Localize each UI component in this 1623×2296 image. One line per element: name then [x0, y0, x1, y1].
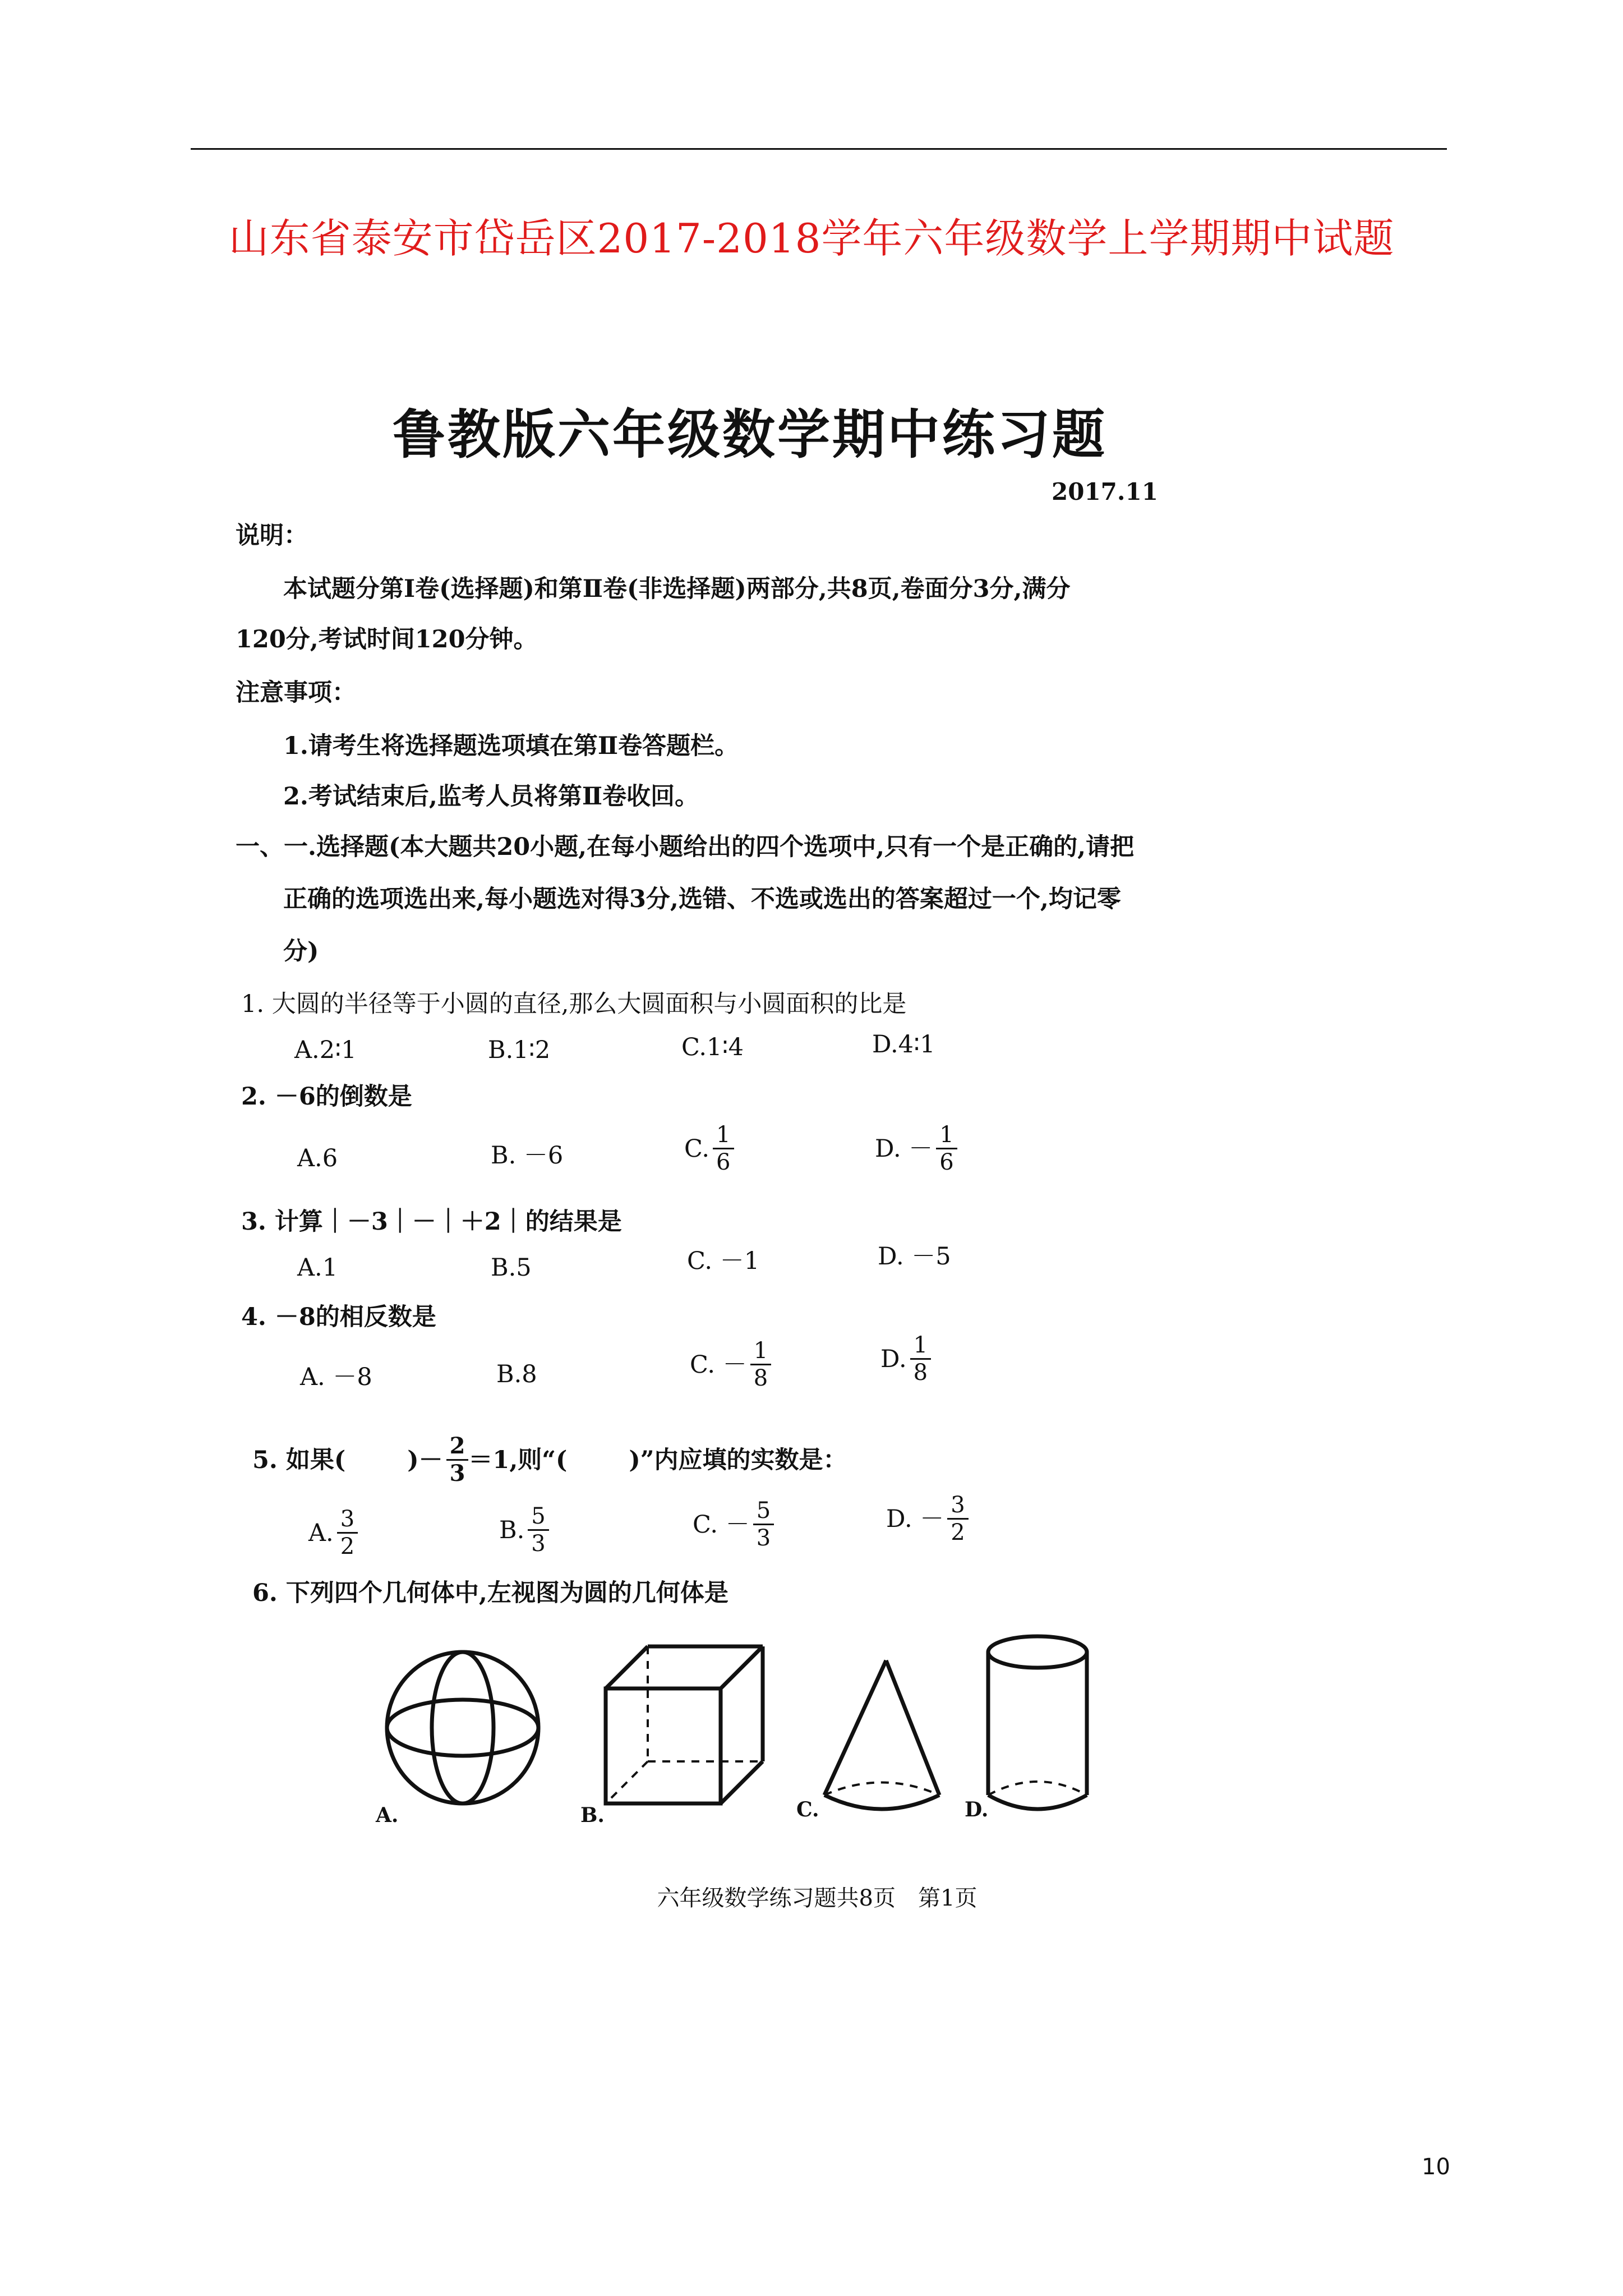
instructions-line-1: 本试题分第Ⅰ卷(选择题)和第Ⅱ卷(非选择题)两部分,共8页,卷面分3分,满分 [283, 575, 1071, 603]
document-title: 山东省泰安市岱岳区2017-2018学年六年级数学上学期期中试题 [228, 215, 1395, 262]
question-5-option-c-label: C. － [693, 1510, 750, 1539]
exam-title: 鲁教版六年级数学期中练习题 [392, 404, 1107, 466]
fraction-denominator: 2 [340, 1534, 355, 1559]
fraction-numerator: 1 [713, 1122, 734, 1149]
section-1-heading-line-3: 分) [283, 937, 319, 965]
question-2-option-d [875, 1122, 957, 1175]
fraction-numerator: 1 [750, 1338, 771, 1365]
fraction-denominator: 3 [531, 1531, 546, 1557]
question-5-stem-post: ＝1,则“( [468, 1446, 568, 1474]
fraction-denominator: 3 [449, 1460, 465, 1487]
question-5-option-a-fraction [337, 1506, 358, 1559]
question-2-option-c-label: C. [684, 1134, 710, 1163]
question-4-option-c-label: C. － [690, 1350, 747, 1379]
question-4-option-d [880, 1332, 931, 1386]
question-5-option-a-label: A. [308, 1519, 334, 1547]
fraction-numerator: 1 [936, 1122, 957, 1149]
question-5-stem-start: 5. 如果( [252, 1446, 346, 1474]
question-5-option-b-label: B. [499, 1516, 525, 1544]
cone-hidden-base [824, 1783, 939, 1796]
question-3-stem: 3. 计算｜－3｜－｜＋2｜的结果是 [241, 1208, 622, 1236]
question-2-option-b: B. －6 [491, 1142, 564, 1170]
fraction-numerator: 5 [753, 1498, 774, 1525]
cylinder-figure [988, 1636, 1087, 1809]
fraction-numerator: 3 [947, 1492, 968, 1520]
fraction-denominator: 3 [756, 1525, 771, 1551]
page-number: 10 [1422, 2154, 1450, 2180]
top-rule [191, 148, 1447, 150]
figure-label-a: A. [376, 1803, 399, 1827]
question-3-option-c: C. －1 [687, 1247, 760, 1275]
question-4-stem: 4. －8的相反数是 [241, 1303, 436, 1331]
question-6-stem: 6. 下列四个几何体中,左视图为圆的几何体是 [252, 1579, 728, 1607]
question-1-option-c: C.1∶4 [681, 1033, 744, 1061]
question-2-stem: 2. －6的倒数是 [241, 1083, 412, 1111]
fraction-denominator: 2 [951, 1520, 965, 1545]
question-5-stem-middle: )－ [407, 1446, 443, 1474]
question-5-option-d-fraction [947, 1492, 968, 1545]
question-4-option-d-label: D. [880, 1345, 907, 1373]
question-5-option-b [499, 1503, 549, 1557]
question-4-option-d-fraction [910, 1332, 931, 1386]
question-3-option-d: D. －5 [878, 1243, 951, 1271]
cube-figure [606, 1646, 763, 1803]
question-4-option-c-fraction [750, 1338, 771, 1391]
question-3-option-a: A.1 [297, 1254, 338, 1282]
question-5-stem-end: )”内应填的实数是： [629, 1446, 847, 1474]
fraction-numerator: 3 [337, 1506, 358, 1534]
figure-label-b: B. [580, 1803, 605, 1827]
fraction-numerator: 2 [446, 1433, 469, 1461]
fraction-numerator: 5 [528, 1503, 548, 1531]
fraction-denominator: 8 [913, 1360, 928, 1386]
question-5-option-a [308, 1506, 358, 1559]
fraction-denominator: 8 [753, 1365, 768, 1391]
question-1-option-b: B.1∶2 [488, 1036, 551, 1064]
sphere-figure [387, 1652, 538, 1803]
geometric-solids-figure [365, 1627, 1138, 1840]
note-2: 2.考试结束后,监考人员将第Ⅱ卷收回。 [283, 783, 699, 811]
instructions-heading: 说明： [236, 522, 308, 550]
question-5-option-c [693, 1498, 774, 1551]
question-2-option-a: A.6 [297, 1144, 338, 1172]
question-5-stem [252, 1433, 847, 1487]
notes-heading: 注意事项： [236, 679, 356, 707]
note-1: 1.请考生将选择题选项填在第Ⅱ卷答题栏。 [283, 732, 739, 760]
exam-date: 2017.11 [1052, 478, 1158, 505]
question-2-option-d-label: D. － [875, 1134, 933, 1163]
figure-label-c: C. [796, 1798, 819, 1821]
section-1-heading-line-2: 正确的选项选出来,每小题选对得3分,选错、不选或选出的答案超过一个,均记零 [283, 885, 1121, 913]
instructions-line-2: 120分,考试时间120分钟。 [236, 625, 538, 654]
section-1-heading-line-1: 一、一.选择题(本大题共20小题,在每小题给出的四个选项中,只有一个是正确的,请把 [236, 833, 1135, 861]
question-3-option-b: B.5 [491, 1254, 532, 1282]
fraction-numerator: 1 [910, 1332, 931, 1360]
question-5-option-b-fraction [528, 1503, 548, 1557]
question-4-option-a: A. －8 [300, 1363, 372, 1391]
question-5-stem-fraction [446, 1433, 469, 1487]
question-1-option-a: A.2∶1 [294, 1036, 357, 1064]
question-2-option-c-fraction [713, 1122, 734, 1175]
cone-figure [824, 1660, 939, 1809]
question-5-option-d [886, 1492, 969, 1545]
question-4-option-b: B.8 [496, 1360, 537, 1388]
question-1-option-d: D.4∶1 [872, 1030, 935, 1059]
question-4-option-c [690, 1338, 771, 1391]
figure-label-d: D. [965, 1798, 989, 1821]
cylinder-hidden-base [988, 1782, 1087, 1795]
question-2-option-d-fraction [936, 1122, 957, 1175]
question-2-option-c [684, 1122, 734, 1175]
question-1-stem: 1. 大圆的半径等于小圆的直径,那么大圆面积与小圆面积的比是 [241, 990, 907, 1018]
question-5-option-c-fraction [753, 1498, 774, 1551]
fraction-denominator: 6 [939, 1149, 954, 1175]
fraction-denominator: 6 [716, 1149, 731, 1175]
question-5-option-d-label: D. － [886, 1504, 944, 1533]
page-footer: 六年级数学练习题共8页 第1页 [657, 1885, 978, 1911]
